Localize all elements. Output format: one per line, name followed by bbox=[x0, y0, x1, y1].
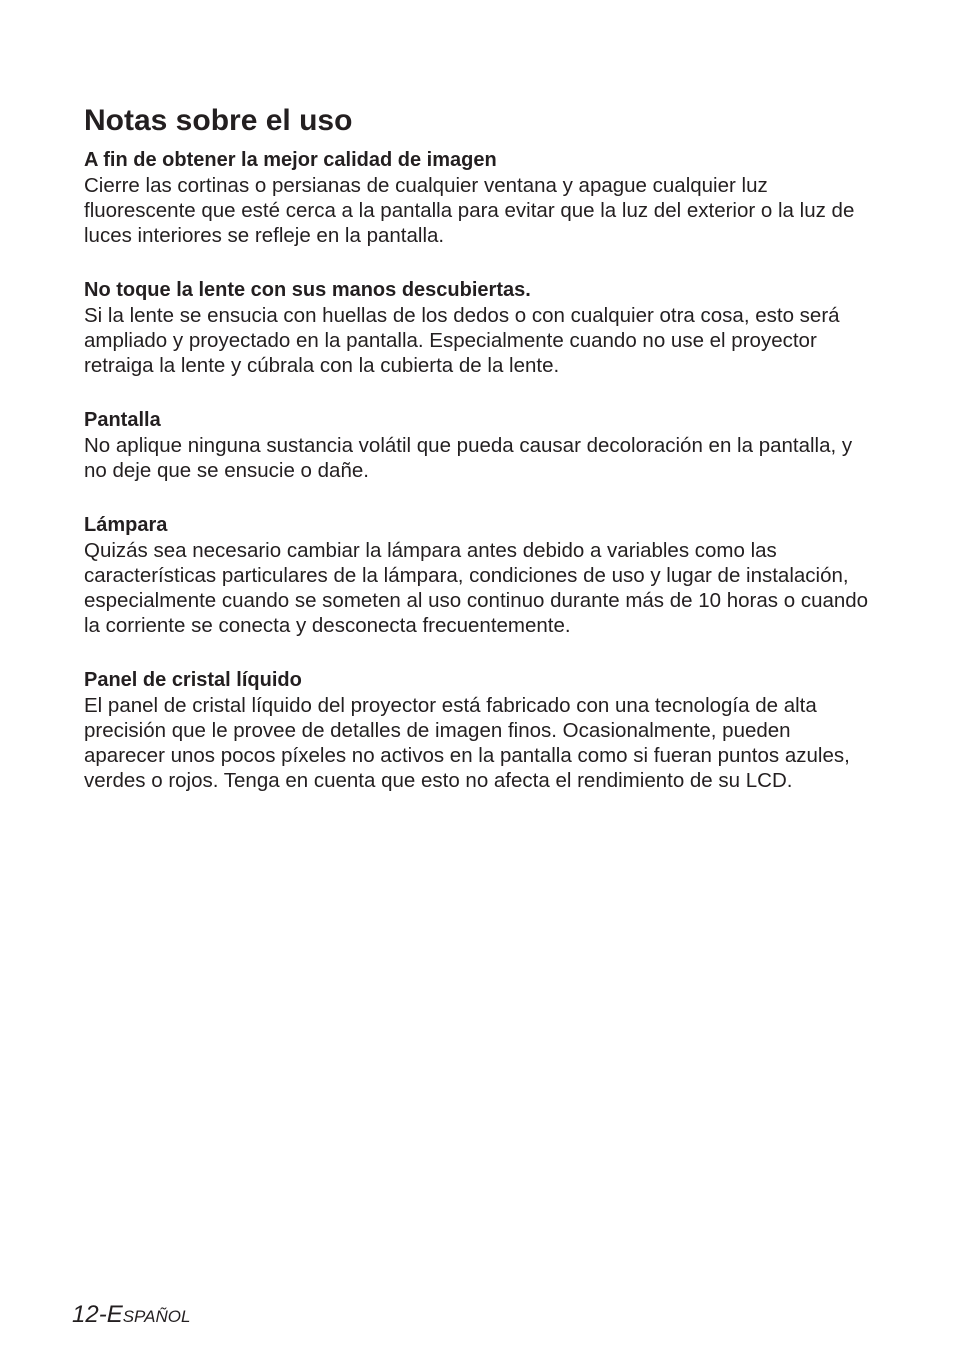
section-heading: No toque la lente con sus manos descubiertas. bbox=[84, 279, 531, 301]
section-lens-care bbox=[84, 278, 874, 378]
page-footer bbox=[72, 1300, 190, 1330]
section-best-image-quality bbox=[84, 148, 874, 248]
section-heading: Lámpara bbox=[84, 514, 168, 536]
section-screen bbox=[84, 408, 874, 483]
page-number: 12- bbox=[72, 1301, 107, 1328]
section-body: Cierre las cortinas o persianas de cualquier ventana y apague cualquier luz fluorescente que esté cerca a la pantalla para evitar que la luz del exterior o la luz de luces interiores se refleje en la pantalla. bbox=[84, 174, 855, 247]
footer-language: Español bbox=[106, 1301, 191, 1328]
section-heading: Pantalla bbox=[84, 409, 161, 431]
page-title: Notas sobre el uso bbox=[84, 104, 353, 137]
section-body: El panel de cristal líquido del proyector está fabricado con una tecnología de alta precisión que le provee de detalles de imagen finos. Ocasionalmente, pueden aparecer unos pocos píxeles no activos en la pantalla como si fueran puntos azules, verdes o rojos. Tenga en cuenta que esto no afecta el rendimiento de su LCD. bbox=[84, 694, 850, 792]
section-body: Si la lente se ensucia con huellas de los dedos o con cualquier otra cosa, esto será ampliado y proyectado en la pantalla. Especialmente cuando no use el proyector retraiga la lente y cúbrala con la cubierta de la lente. bbox=[84, 304, 840, 377]
section-body: Quizás sea necesario cambiar la lámpara antes debido a variables como las características particulares de la lámpara, condiciones de uso y lugar de instalación, especialmente cuando se someten al uso continuo durante más de 10 horas o cuando la corriente se conecta y desconecta frecuentemente. bbox=[84, 539, 869, 637]
section-body: No aplique ninguna sustancia volátil que pueda causar decoloración en la pantalla, y no deje que se ensucie o dañe. bbox=[84, 434, 853, 482]
section-heading: Panel de cristal líquido bbox=[84, 669, 302, 691]
section-lamp bbox=[84, 513, 874, 638]
page-content bbox=[84, 102, 874, 823]
section-heading: A fin de obtener la mejor calidad de imagen bbox=[84, 149, 497, 171]
section-lcd-panel bbox=[84, 668, 874, 793]
